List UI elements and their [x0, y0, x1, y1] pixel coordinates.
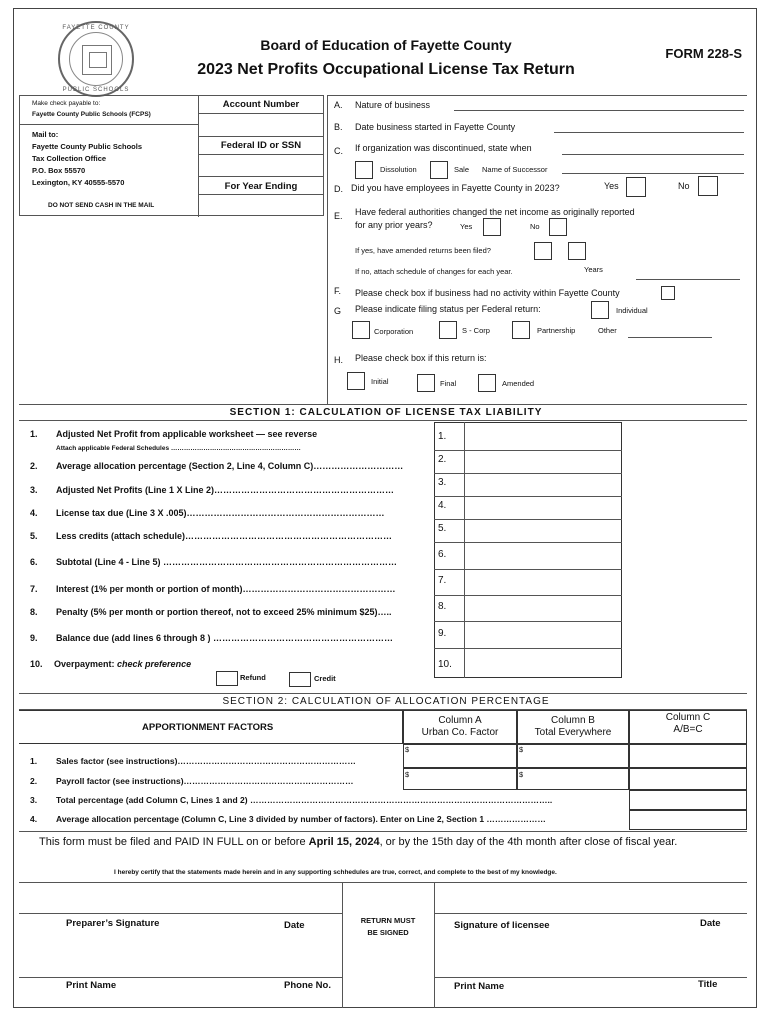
q-f-letter: F. [334, 286, 342, 296]
employees-no-checkbox[interactable] [698, 176, 718, 196]
sec2-line-2: 2. Payroll factor (see instructions)…………………………………………………… [30, 776, 354, 786]
dissolution-checkbox[interactable] [355, 161, 373, 179]
no-cash-notice: DO NOT SEND CASH IN THE MAIL [48, 202, 155, 209]
individual-checkbox[interactable] [591, 301, 609, 319]
box-label-4: 4. [438, 500, 447, 511]
address-line-2: Tax Collection Office [32, 154, 107, 163]
q-a-text: Nature of business [355, 100, 431, 110]
address-line-1: Fayette County Public Schools [32, 142, 143, 151]
certify-statement: I hereby certify that the statements made herein and in any supporting schhedules are true, correct, and complete to the best of my knowledge. [114, 869, 557, 876]
seal-text-top: FAYETTE COUNTY [62, 25, 130, 31]
answer-field-line-7[interactable] [466, 570, 620, 594]
corporation-label: Corporation [374, 327, 414, 336]
payroll-col-b-field[interactable] [517, 768, 629, 790]
s-corp-label: S - Corp [462, 326, 490, 335]
s-corp-checkbox[interactable] [439, 321, 457, 339]
partnership-label: Partnership [537, 326, 576, 335]
col-c-title: Column C [665, 712, 711, 723]
line-4: 4. License tax due (Line 3 X .005)………………………………………………………… [30, 508, 385, 518]
line-2: 2. Average allocation percentage (Section 2, Line 4, Column C)………………………… [30, 461, 404, 471]
answer-field-line-3[interactable] [466, 474, 620, 495]
title-label: Title [698, 979, 718, 990]
form-title: 2023 Net Profits Occupational License Tax Return [197, 61, 575, 78]
preparer-signature-field[interactable] [20, 933, 342, 976]
answer-field-line-2[interactable] [466, 451, 620, 472]
year-ending-label: For Year Ending [224, 181, 298, 192]
date-started-line[interactable] [554, 132, 744, 133]
payable-to-label: Make check payable to: [32, 100, 101, 107]
sale-checkbox[interactable] [430, 161, 448, 179]
line-9: 9. Balance due (add lines 6 through 8 ) …………………………………………………… [30, 633, 394, 643]
box-label-7: 7. [438, 575, 447, 586]
return-must-text: RETURN MUST [360, 916, 416, 925]
address-line-3: P.O. Box 55570 [32, 166, 86, 175]
q-e-letter: E. [334, 211, 343, 221]
line-10: 10. Overpayment: check preference [30, 659, 192, 669]
box-label-9: 9. [438, 628, 447, 639]
amended-return-label: Amended [502, 379, 535, 388]
section-1-title: SECTION 1: CALCULATION OF LICENSE TAX LIABILITY [229, 407, 543, 418]
tax-form-page [13, 8, 757, 1008]
q-f-text: Please check box if business had no activity within Fayette County [355, 288, 620, 298]
successor-label: Name of Successor [482, 165, 548, 174]
licensee-signature-field[interactable] [435, 935, 747, 976]
col-b-title: Column B [551, 715, 595, 726]
line-5: 5. Less credits (attach schedule)…………………………………………………………… [30, 531, 393, 541]
payroll-col-a-dollar: $ [405, 770, 410, 779]
year-ending-field[interactable] [200, 196, 322, 215]
q-d-text: Did you have employees in Fayette County in 2023? [351, 183, 560, 193]
preparer-signature-label: Preparer’s Signature [66, 918, 160, 929]
phone-label: Phone No. [284, 980, 331, 991]
answer-field-line-6[interactable] [466, 543, 620, 568]
mail-to-label: Mail to: [32, 130, 59, 139]
answer-field-line-8[interactable] [466, 596, 620, 620]
line-8: 8. Penalty (5% per month or portion thereof, not to exceed 25% minimum $25)….. [30, 607, 392, 617]
sales-col-a-field[interactable] [403, 744, 517, 768]
sec2-line-4: 4. Average allocation percentage (Column C, Line 3 divided by number of factors). Enter on Line 2, Section 1 ………………… [30, 814, 546, 824]
payable-box [19, 95, 324, 216]
box-label-3: 3. [438, 477, 447, 488]
q-g-text: Please indicate filing status per Federal return: [355, 304, 541, 314]
final-label: Final [440, 379, 457, 388]
attach-schedule-text: If no, attach schedule of changes for each year. [355, 267, 513, 276]
preparer-date-label: Date [284, 920, 305, 931]
changed-yes-checkbox[interactable] [483, 218, 501, 236]
successor-line[interactable] [562, 173, 744, 174]
other-label: Other [598, 326, 617, 335]
col-b-subtitle: Total Everywhere [534, 727, 612, 738]
col-a-title: Column A [438, 715, 482, 726]
no-activity-checkbox[interactable] [661, 286, 675, 300]
refund-label: Refund [240, 673, 266, 682]
be-signed-text: BE SIGNED [367, 928, 409, 937]
sales-col-b-dollar: $ [519, 745, 524, 754]
check-preference-text: check preference [117, 659, 192, 669]
box-label-8: 8. [438, 601, 447, 612]
q-h-text: Please check box if this return is: [355, 353, 487, 363]
attach-federal-text: Attach applicable Federal Schedules …………………………………………………… [56, 445, 301, 452]
years-label: Years [584, 265, 603, 274]
line-6: 6. Subtotal (Line 4 - Line 5) …………………………………………………………………… [30, 557, 398, 567]
individual-label: Individual [616, 306, 648, 315]
answer-field-line-10[interactable] [466, 649, 620, 677]
employees-no-label: No [678, 181, 690, 191]
q-b-text: Date business started in Fayette County [355, 122, 516, 132]
q-e-text-1: Have federal authorities changed the net income as originally reported [355, 207, 635, 217]
payable-to-name: Fayette County Public Schools (FCPS) [32, 111, 151, 118]
years-line[interactable] [636, 279, 740, 280]
federal-id-field[interactable] [200, 156, 322, 175]
partnership-checkbox[interactable] [512, 321, 530, 339]
preparer-print-name-label: Print Name [66, 980, 117, 991]
payroll-col-c-field[interactable] [629, 768, 747, 790]
q-e-text-2: for any prior years? [355, 220, 433, 230]
changed-yes-label: Yes [460, 222, 473, 231]
box-label-5: 5. [438, 523, 447, 534]
box-label-1: 1. [438, 431, 447, 442]
licensee-signature-label: Signature of licensee [454, 920, 550, 931]
changed-no-label: No [530, 222, 540, 231]
line-1: 1. Adjusted Net Profit from applicable worksheet — see reverse [30, 429, 318, 439]
box-label-2: 2. [438, 454, 447, 465]
other-line[interactable] [628, 337, 712, 338]
federal-id-label: Federal ID or SSN [220, 140, 302, 151]
q-g-letter: G [334, 306, 342, 316]
payroll-col-b-dollar: $ [519, 770, 524, 779]
q-b-letter: B. [334, 122, 343, 132]
average-col-c-field[interactable] [629, 810, 747, 830]
answer-field-line-4[interactable] [466, 497, 620, 518]
line-3: 3. Adjusted Net Profits (Line 1 X Line 2)…………………………………………………… [30, 485, 395, 495]
sales-col-a-dollar: $ [405, 745, 410, 754]
credit-checkbox[interactable] [289, 672, 311, 687]
col-a-subtitle: Urban Co. Factor [421, 727, 499, 738]
box-label-6: 6. [438, 549, 447, 560]
discontinued-date-line[interactable] [562, 154, 744, 155]
line-7: 7. Interest (1% per month or portion of month)…………………………………………… [30, 584, 396, 594]
employees-yes-checkbox[interactable] [626, 177, 646, 197]
address-line-4: Lexington, KY 40555-5570 [32, 178, 125, 187]
account-number-field[interactable] [200, 115, 322, 135]
form-number: FORM 228-S [665, 46, 742, 61]
apportionment-factors-label: APPORTIONMENT FACTORS [142, 722, 274, 733]
section-2-title: SECTION 2: CALCULATION OF ALLOCATION PERCENTAGE [222, 696, 550, 707]
amended-yes-checkbox[interactable] [534, 242, 552, 260]
account-number-label: Account Number [222, 99, 300, 110]
col-c-subtitle: A/B=C [673, 724, 703, 735]
q-c-letter: C. [334, 146, 343, 156]
amended-no-checkbox[interactable] [568, 242, 586, 260]
q-c-text: If organization was discontinued, state when [355, 143, 532, 153]
sec2-line-3: 3. Total percentage (add Column C, Lines 1 and 2) …………………………………………………………………………………………….. [30, 795, 553, 805]
seal-text-bottom: PUBLIC SCHOOLS [62, 87, 130, 93]
licensee-date-label: Date [700, 918, 721, 929]
sales-col-c-field[interactable] [629, 744, 747, 768]
sale-label: Sale [454, 165, 470, 174]
q-a-letter: A. [334, 100, 343, 110]
answer-field-line-1[interactable] [466, 423, 620, 449]
changed-no-checkbox[interactable] [549, 218, 567, 236]
refund-checkbox[interactable] [216, 671, 238, 686]
employees-yes-label: Yes [604, 181, 619, 191]
answer-field-line-5[interactable] [466, 520, 620, 541]
initial-label: Initial [371, 377, 389, 386]
payroll-col-a-field[interactable] [403, 768, 517, 790]
initial-checkbox[interactable] [347, 372, 365, 390]
org-name: Board of Education of Fayette County [260, 37, 512, 53]
fcps-seal [58, 21, 134, 97]
due-date-notice: This form must be filed and PAID IN FULL on or before April 15, 2024, or by the 15th day of the 4th month after close of fiscal year. [39, 836, 678, 848]
box-label-10: 10. [438, 659, 452, 670]
amended-return-checkbox[interactable] [478, 374, 496, 392]
total-col-c-field[interactable] [629, 790, 747, 810]
sales-col-b-field[interactable] [517, 744, 629, 768]
licensee-print-name-label: Print Name [454, 981, 505, 992]
nature-of-business-line[interactable] [454, 110, 744, 111]
final-checkbox[interactable] [417, 374, 435, 392]
dissolution-label: Dissolution [380, 165, 417, 174]
amended-filed-text: If yes, have amended returns been filed? [355, 246, 491, 255]
answer-field-line-9[interactable] [466, 622, 620, 647]
corporation-checkbox[interactable] [352, 321, 370, 339]
sec2-line-1: 1. Sales factor (see instructions)……………………………………………………… [30, 756, 356, 766]
q-h-letter: H. [334, 355, 343, 365]
q-d-letter: D. [334, 184, 343, 194]
credit-label: Credit [314, 674, 336, 683]
